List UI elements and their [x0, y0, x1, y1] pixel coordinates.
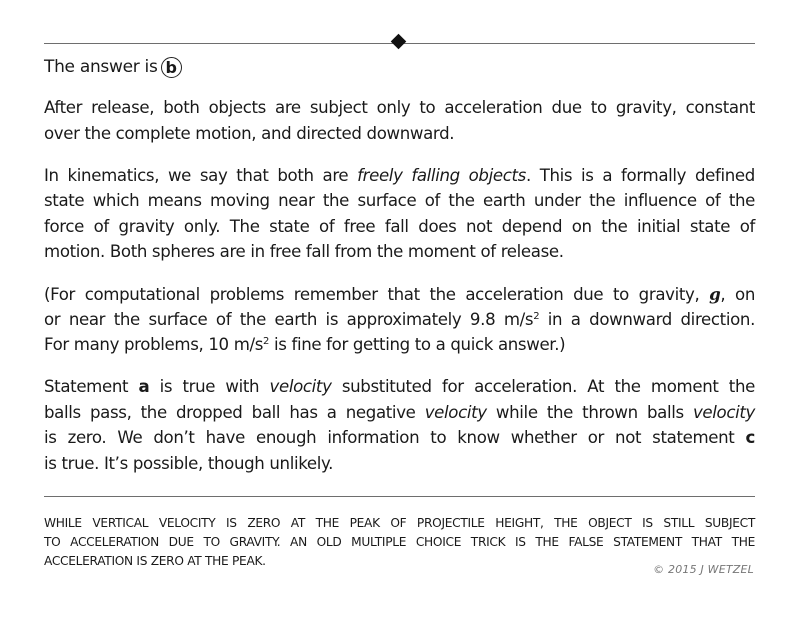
text: For many problems, 10 m/s: [44, 335, 264, 354]
paragraph-4-line-3: [44, 428, 755, 448]
emphasis-term: freely falling objects: [357, 166, 526, 185]
note-line-2: TO ACCELERATION DUE TO GRAVITY. AN OLD MULTIPLE CHOICE TRICK IS THE FALSE STATEMENT THAT THE: [44, 535, 755, 549]
text: In kinematics, we say that both are: [44, 166, 358, 185]
paragraph-1-line-2: over the complete motion, and directed downward.: [44, 124, 455, 143]
text: Statement: [44, 377, 139, 396]
text: balls pass, the dropped ball has a negative: [44, 403, 425, 422]
text: is true with: [149, 377, 270, 396]
text: is zero. We don’t have enough information to know whether or not statement: [44, 428, 746, 447]
emphasis-term: velocity: [269, 377, 332, 396]
note-line-1: WHILE VERTICAL VELOCITY IS ZERO AT THE PEAK OF PROJECTILE HEIGHT, THE OBJECT IS STILL SUBJECT: [44, 516, 755, 530]
statement-label: a: [138, 377, 150, 396]
superscript: 2: [263, 336, 270, 347]
paragraph-3-line-1: [44, 284, 755, 305]
paragraph-4-line-4: is true. It’s possible, though unlikely.: [44, 454, 334, 473]
copyright-notice: © 2015 J WETZEL: [653, 563, 754, 576]
emphasis-term: velocity: [692, 403, 755, 422]
text: substituted for acceleration. At the moment the: [331, 377, 755, 396]
statement-label: c: [745, 428, 755, 447]
text: is fine for getting to a quick answer.): [269, 335, 566, 354]
superscript: 2: [533, 311, 540, 322]
paragraph-1-line-1: After release, both objects are subject only to acceleration due to gravity, constant: [44, 98, 755, 117]
answer-statement: [44, 56, 182, 78]
text: or near the surface of the earth is approximately 9.8 m/s: [44, 310, 534, 329]
paragraph-2-line-3: force of gravity only. The state of free fall does not depend on the initial state of: [44, 217, 755, 236]
paragraph-4-line-2: [44, 403, 755, 423]
note-line-3: ACCELERATION IS ZERO AT THE PEAK.: [44, 554, 266, 568]
emphasis-term: velocity: [424, 403, 487, 422]
text: , on: [720, 285, 755, 304]
paragraph-2-line-2: state which means moving near the surface of the earth under the influence of the: [44, 191, 755, 210]
answer-prefix: The answer is: [44, 57, 158, 77]
bottom-divider: [44, 496, 755, 497]
text: while the thrown balls: [486, 403, 693, 422]
diamond-ornament-icon: [391, 34, 407, 50]
paragraph-2-line-4: motion. Both spheres are in free fall from the moment of release.: [44, 242, 564, 261]
paragraph-4-line-1: [44, 377, 755, 397]
gravity-symbol: g: [709, 284, 721, 304]
text: in a downward direction.: [539, 310, 755, 329]
text: (For computational problems remember that the acceleration due to gravity,: [44, 285, 710, 304]
paragraph-3-line-2: [44, 310, 755, 330]
paragraph-2-line-1: [44, 166, 755, 186]
text: . This is a formally defined: [525, 166, 755, 185]
paragraph-3-line-3: [44, 335, 565, 355]
answer-choice-badge: b: [161, 57, 182, 78]
